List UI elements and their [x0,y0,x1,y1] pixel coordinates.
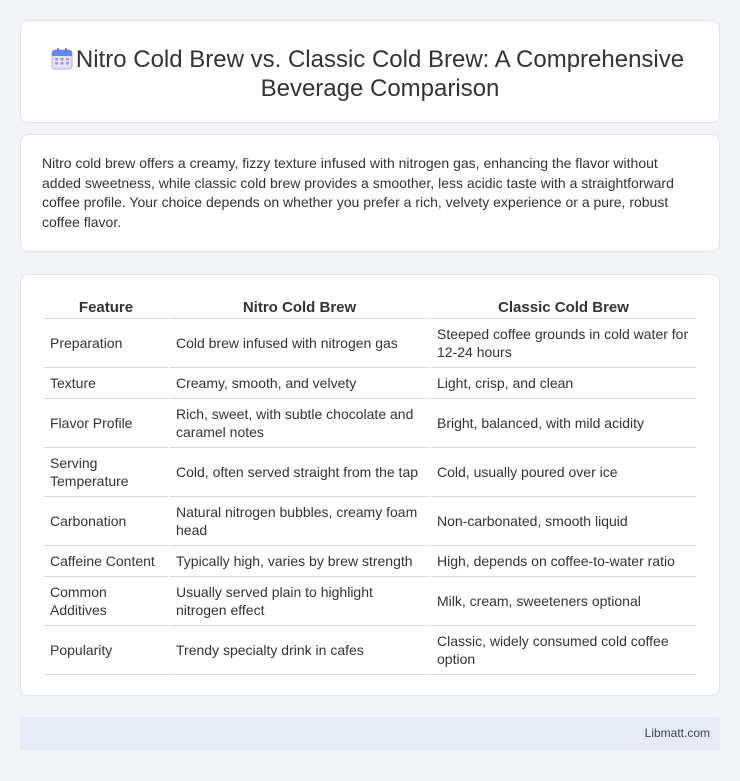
row-feature: Common Additives [44,577,168,626]
row-classic: High, depends on coffee-to-water ratio [431,546,696,577]
row-classic: Light, crisp, and clean [431,368,696,399]
table-row [44,319,696,368]
row-nitro: Rich, sweet, with subtle chocolate and caramel notes [170,399,429,448]
table-row [44,546,696,577]
row-classic: Non-carbonated, smooth liquid [431,497,696,546]
row-feature: Carbonation [44,497,168,546]
row-classic: Milk, cream, sweeteners optional [431,577,696,626]
footer [20,717,720,750]
row-classic: Steeped coffee grounds in cold water for 12-24 hours [431,319,696,368]
row-nitro: Natural nitrogen bubbles, creamy foam head [170,497,429,546]
row-nitro: Typically high, varies by brew strength [170,546,429,577]
table-row [44,368,696,399]
footer-brand: Libmatt.com [644,726,710,740]
row-classic: Bright, balanced, with mild acidity [431,399,696,448]
table-row [44,399,696,448]
column-header-nitro: Nitro Cold Brew [170,295,429,319]
row-feature: Preparation [44,319,168,368]
table-row [44,577,696,626]
table-header-row [44,295,696,319]
row-feature: Caffeine Content [44,546,168,577]
row-classic: Classic, widely consumed cold coffee option [431,626,696,675]
summary-text: Nitro cold brew offers a creamy, fizzy texture infused with nitrogen gas, enhancing the flavor without added sweetness, while classic cold brew provides a smoother, less acidic taste with a straightforward coffee profile. Your choice depends on whether you prefer a rich, velvety experience or a pure, robust coffee flavor. [42,155,674,230]
row-feature: Texture [44,368,168,399]
summary-card [20,134,720,252]
row-nitro: Creamy, smooth, and velvety [170,368,429,399]
page-title: Nitro Cold Brew vs. Classic Cold Brew: A Comprehensive Beverage Comparison [75,46,685,102]
row-nitro: Usually served plain to highlight nitrogen effect [170,577,429,626]
table-row [44,497,696,546]
row-classic: Cold, usually poured over ice [431,448,696,497]
column-header-classic: Classic Cold Brew [431,295,696,319]
row-nitro: Cold brew infused with nitrogen gas [170,319,429,368]
table-row [44,448,696,497]
row-feature: Flavor Profile [44,399,168,448]
row-feature: Popularity [44,626,168,675]
column-header-feature: Feature [44,295,168,319]
row-nitro: Cold, often served straight from the tap [170,448,429,497]
comparison-table-card [20,274,720,696]
title-card [20,20,720,123]
row-feature: Serving Temperature [44,448,168,497]
row-nitro: Trendy specialty drink in cafes [170,626,429,675]
table-row [44,626,696,675]
comparison-table [42,295,698,675]
